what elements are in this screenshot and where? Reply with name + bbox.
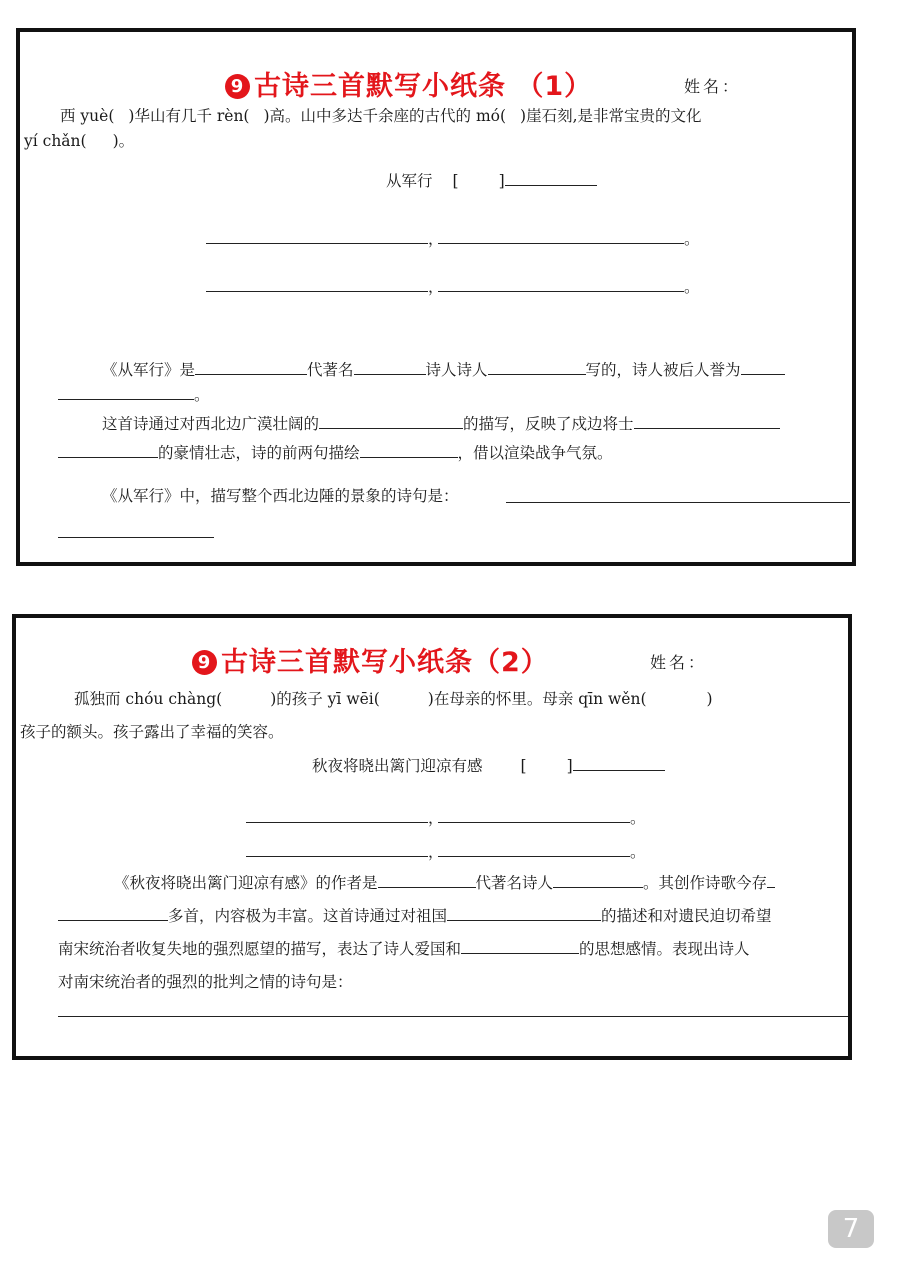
answer-blank[interactable]: [767, 872, 775, 888]
question-text: 多首，内容极为丰富。这首诗通过对祖国 的描述和对遗民迫切希望: [58, 905, 772, 927]
name-label: 姓名：: [650, 653, 708, 672]
answer-blank[interactable]: [553, 872, 643, 888]
poem-heading: 从军行 [ ]: [386, 170, 597, 192]
answer-blank[interactable]: [58, 1016, 848, 1017]
pinyin-intro-line: yí chǎn( )。: [24, 132, 135, 150]
poem-line-blank[interactable]: [438, 243, 684, 244]
poem-line-blank[interactable]: [246, 822, 428, 823]
question-text: 《从军行》中，描写整个西北边陲的景象的诗句是：: [102, 487, 459, 505]
name-label: 姓名：: [684, 77, 742, 96]
poem-line-blank[interactable]: [206, 243, 428, 244]
page-number-badge: 7: [828, 1210, 874, 1248]
answer-blank[interactable]: [360, 442, 458, 458]
pinyin-intro-line: 孩子的额头。孩子露出了幸福的笑容。: [20, 723, 284, 741]
author-blank[interactable]: [573, 755, 665, 771]
question-text: 这首诗通过对西北边广漠壮阔的 的描写，反映了戍边将士: [102, 413, 780, 435]
question-text: 对南宋统治者的强烈的批判之情的诗句是：: [58, 973, 353, 991]
answer-blank[interactable]: [447, 905, 601, 921]
poem-heading: 秋夜将晓出篱门迎凉有感 [ ]: [312, 755, 665, 777]
poem-line-blank[interactable]: [438, 291, 684, 292]
answer-blank[interactable]: [378, 872, 476, 888]
question-text: 《秋夜将晓出篱门迎凉有感》的作者是 代著名诗人 。其创作诗歌今存: [114, 872, 775, 894]
poem-line-blank[interactable]: [438, 856, 630, 857]
poem-line-blank[interactable]: [438, 822, 630, 823]
pinyin-intro-line: 孤独而 chóu chàng( )的孩子 yī wēi( )在母亲的怀里。母亲 qīn wěn( ): [74, 690, 713, 708]
slip-title: 9 古诗三首默写小纸条 （1）: [225, 64, 592, 103]
answer-blank[interactable]: [741, 359, 785, 375]
answer-blank[interactable]: [354, 359, 426, 375]
question-text: 的豪情壮志，诗的前两句描绘 ，借以渲染战争气氛。: [58, 442, 613, 464]
answer-blank[interactable]: [195, 359, 307, 375]
author-blank[interactable]: [505, 170, 597, 186]
number-badge: 9: [225, 74, 250, 99]
question-text: 南宋统治者收复失地的强烈愿望的描写，表达了诗人爱国和 的思想感情。表现出诗人: [58, 940, 750, 958]
answer-blank[interactable]: [506, 502, 850, 503]
pinyin-intro-line: 西 yuè( )华山有几千 rèn( )高。山中多达千余座的古代的 mó( )崖石刻,是非常宝贵的文化: [60, 107, 702, 125]
number-badge: 9: [192, 650, 217, 675]
answer-blank[interactable]: [58, 537, 214, 538]
answer-blank[interactable]: [319, 413, 463, 429]
answer-blank[interactable]: [58, 905, 168, 921]
answer-blank[interactable]: [488, 359, 586, 375]
poem-line-blank[interactable]: [206, 291, 428, 292]
answer-blank[interactable]: [58, 384, 194, 400]
answer-blank[interactable]: [461, 938, 579, 954]
question-text: 。: [58, 384, 210, 406]
answer-blank[interactable]: [58, 442, 158, 458]
question-text: 《从军行》是 代著名 诗人诗人 写的，诗人被后人誉为: [102, 359, 785, 381]
poem-line-blank[interactable]: [246, 856, 428, 857]
dictation-slip-2: 9 古诗三首默写小纸条（2） 姓名： 孤独而 chóu chàng( )的孩子 yī wēi( )在母亲的怀里。母亲 qīn wěn( ) 孩子的额头。孩子露出了幸福的笑容。 秋夜将晓出篱门迎凉有感 [ ] ， 。 ， 。 《秋夜将晓出篱门迎凉有感》的作者是 代著名诗人 。其创作诗歌今存 多首，内容极为丰富。这首诗通过对祖国 的描述和对遗民迫切希望 南宋统治者收复失地的强烈愿望的描写，表达了诗人爱国和 的思想感情。表现出诗人 对南宋统治者的强烈的批判之情的诗句是：: [12, 614, 852, 1060]
answer-blank[interactable]: [634, 413, 780, 429]
slip-title: 9 古诗三首默写小纸条（2）: [192, 640, 549, 679]
dictation-slip-1: 9 古诗三首默写小纸条 （1） 姓名： 西 yuè( )华山有几千 rèn( )高。山中多达千余座的古代的 mó( )崖石刻,是非常宝贵的文化 yí chǎn( )。 从军行 [ ] ， 。 ， 。 《从军行》是 代著名 诗人诗人 写的，诗人被后人誉为 。 这首诗通过对西北边广漠壮阔的 的描写，反映了戍边将士 的豪情壮志，诗的前两句描绘 ，借以渲染战争气氛。 《从军行》中，描写整个西北边陲的景象的诗句是：: [16, 28, 856, 566]
